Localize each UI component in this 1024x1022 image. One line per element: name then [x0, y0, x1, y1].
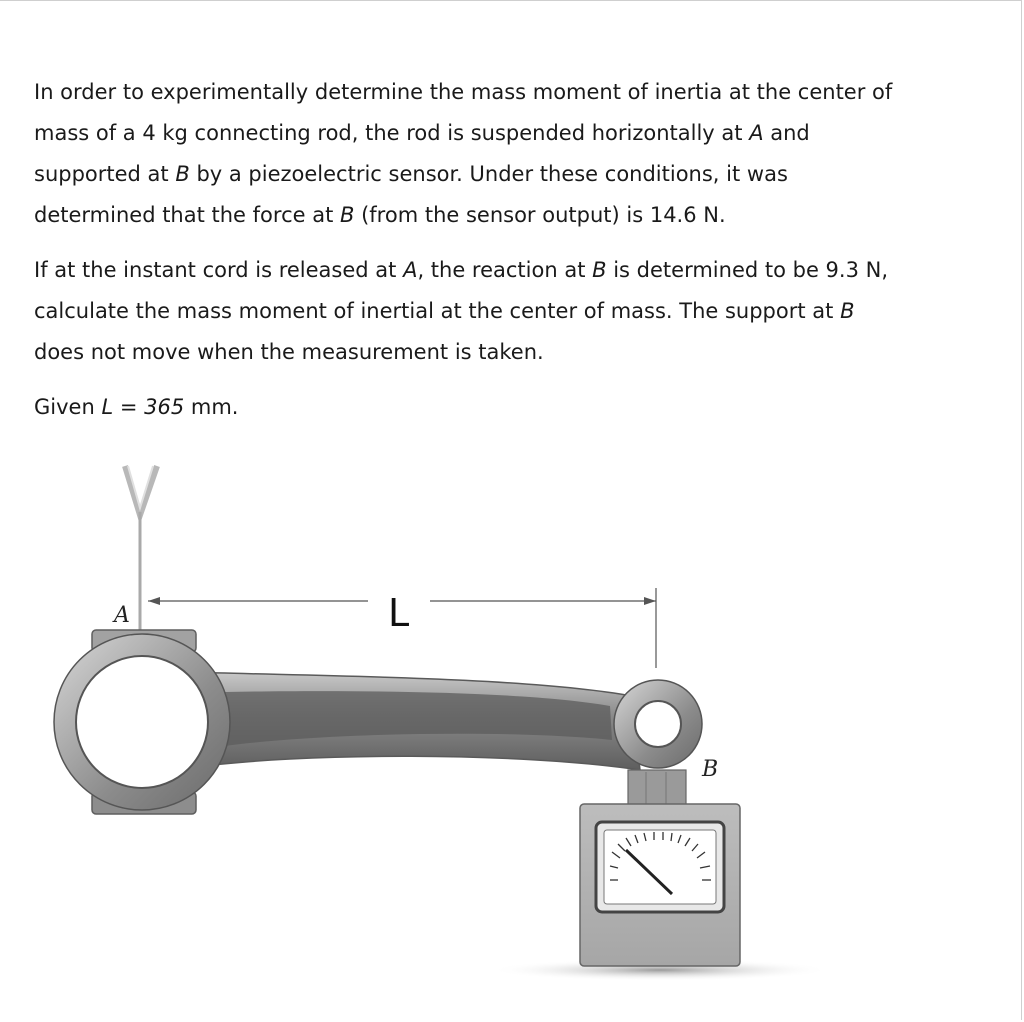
small-end-bore	[635, 701, 681, 747]
p2-line-2	[34, 291, 994, 332]
var-b: B	[840, 299, 855, 323]
label-B: B	[702, 757, 719, 782]
text: supported at	[34, 162, 176, 186]
var-b: B	[592, 258, 607, 282]
paragraph-1	[34, 72, 994, 236]
given-line	[34, 387, 994, 428]
var-a: A	[403, 258, 418, 282]
p1-line-4	[34, 195, 994, 236]
var-b: B	[340, 203, 355, 227]
big-end-bore	[76, 656, 208, 788]
var-a: A	[749, 121, 764, 145]
text: Given	[34, 395, 102, 419]
given-value: 365	[144, 395, 185, 419]
text: calculate the mass moment of inertial at the center of mass. The support at	[34, 299, 841, 323]
p1-line-1: In order to experimentally determine the mass moment of inertia at the center of	[34, 80, 893, 104]
p2-line-3: does not move when the measurement is taken.	[34, 340, 544, 364]
text: is determined to be 9.3 N,	[606, 258, 889, 282]
sensor-post	[628, 770, 686, 806]
text: mass of a 4 kg connecting rod, the rod is suspended horizontally at	[34, 121, 750, 145]
label-L: L	[388, 591, 410, 635]
p1-line-2	[34, 113, 994, 154]
label-A: A	[114, 603, 130, 628]
text: determined that the force at	[34, 203, 340, 227]
var-b: B	[175, 162, 190, 186]
problem-statement	[34, 72, 994, 442]
text: , the reaction at	[417, 258, 593, 282]
text: (from the sensor output) is 14.6 N.	[354, 203, 726, 227]
p2-line-1	[34, 250, 994, 291]
given-unit: mm.	[184, 395, 239, 419]
p1-line-3	[34, 154, 994, 195]
text: and	[763, 121, 810, 145]
text: by a piezoelectric sensor. Under these conditions, it was	[189, 162, 788, 186]
connecting-rod-figure	[0, 450, 1024, 1022]
paragraph-2	[34, 250, 994, 373]
text: =	[113, 395, 145, 419]
piezoelectric-sensor	[580, 804, 740, 966]
var-l: L	[101, 395, 114, 419]
text: If at the instant cord is released at	[34, 258, 404, 282]
